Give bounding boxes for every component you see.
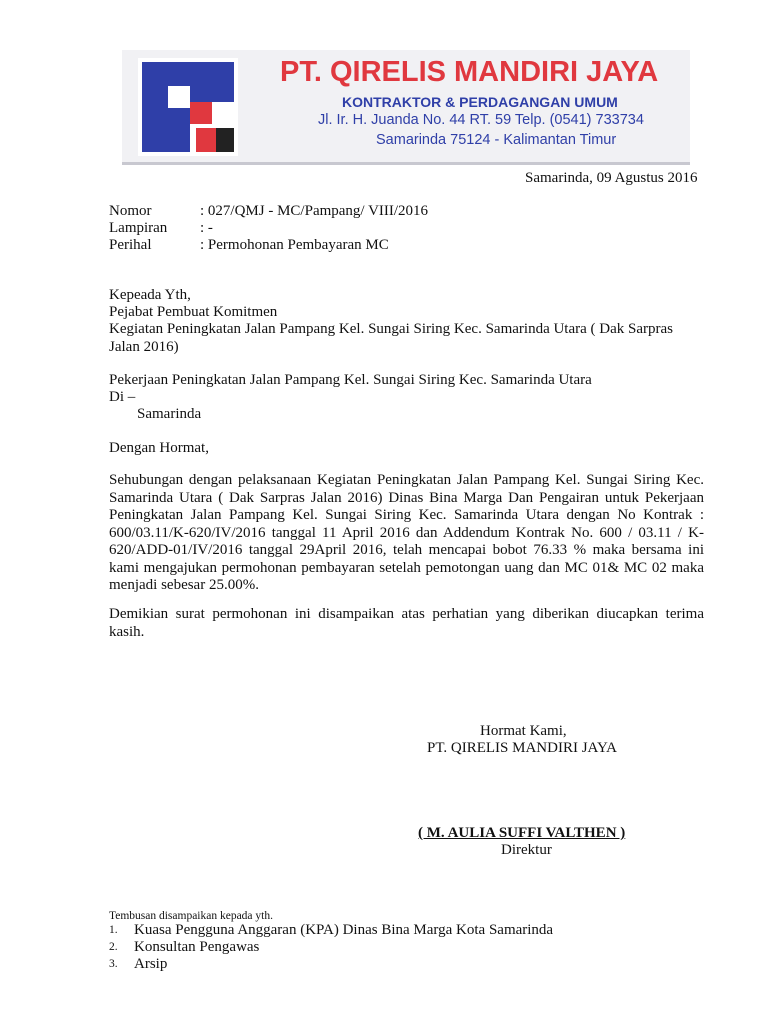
salutation: Dengan Hormat,	[109, 440, 209, 456]
cc-item	[109, 956, 709, 973]
cc-item	[109, 922, 709, 939]
signatory-position: Direktur	[501, 842, 552, 858]
company-name: PT. QIRELIS MANDIRI JAYA	[280, 56, 659, 88]
cc-item	[109, 939, 709, 956]
signatory-name: ( M. AULIA SUFFI VALTHEN )	[418, 825, 626, 841]
letter-date: Samarinda, 09 Agustus 2016	[525, 170, 698, 186]
cc-heading: Tembusan disampaikan kepada yth.	[109, 910, 273, 922]
company-logo	[138, 58, 238, 156]
meta-label-nomor: Nomor	[109, 203, 152, 219]
recipient-greeting: Kepeada Yth,	[109, 287, 191, 303]
meta-value-lampiran: : -	[200, 220, 213, 236]
signature-regards: Hormat Kami,	[480, 723, 567, 739]
signature-company: PT. QIRELIS MANDIRI JAYA	[427, 740, 618, 756]
company-address: Jl. Ir. H. Juanda No. 44 RT. 59 Telp. (0541) 733734	[318, 112, 644, 128]
cc-item-number: 2.	[109, 941, 118, 953]
cc-item-number: 3.	[109, 958, 118, 970]
meta-label-lampiran: Lampiran	[109, 220, 168, 236]
closing-paragraph: Demikian surat permohonan ini disampaikan atas perhatian yang diberikan diucapkan terima kasih.	[109, 606, 704, 640]
recipient-activity: Kegiatan Peningkatan Jalan Pampang Kel. Sungai Siring Kec. Samarinda Utara ( Dak Sarpras Jalan 2016)	[109, 321, 674, 355]
meta-label-perihal: Perihal	[109, 237, 152, 253]
recipient-city: Samarinda	[137, 406, 202, 422]
company-city: Samarinda 75124 - Kalimantan Timur	[376, 132, 617, 148]
meta-value-perihal: : Permohonan Pembayaran MC	[200, 237, 389, 253]
recipient-work: Pekerjaan Peningkatan Jalan Pampang Kel. Sungai Siring Kec. Samarinda Utara	[109, 372, 592, 388]
recipient-title: Pejabat Pembuat Komitmen	[109, 304, 278, 320]
body-paragraph: Sehubungan dengan pelaksanaan Kegiatan Peningkatan Jalan Pampang Kel. Sungai Siring Kec. Samarinda Utara ( Dak Sarpras Jalan 2016) Dinas Bina Marga Dan Pengairan untuk Pekerjaan Peningkatan Jalan Pampang Kel. Sungai Siring Kec. Samarinda Utara dengan No Kontrak : 600/03.11/K-620/IV/2016 tanggal 11 April 2016 dan Addendum Kontrak No. 600 / 03.11 / K-620/ADD-01/IV/2016 tanggal 29April 2016, telah mencapai bobot 76.33 % maka bersama ini kami mengajukan permohonan pembayaran setelah pemotongan uang dan MC 01& MC 02 maka menjadi sebesar 25.00%.	[109, 472, 704, 593]
meta-value-nomor: : 027/QMJ - MC/Pampang/ VIII/2016	[200, 203, 429, 219]
cc-item-text: Konsultan Pengawas	[134, 939, 260, 955]
cc-item-number: 1.	[109, 924, 118, 936]
letterhead	[122, 50, 690, 165]
cc-list	[109, 922, 709, 973]
cc-item-text: Arsip	[134, 956, 168, 972]
company-subtitle: KONTRAKTOR & PERDAGANGAN UMUM	[342, 94, 618, 110]
recipient-di: Di –	[109, 389, 136, 405]
cc-item-text: Kuasa Pengguna Anggaran (KPA) Dinas Bina Marga Kota Samarinda	[134, 922, 554, 938]
